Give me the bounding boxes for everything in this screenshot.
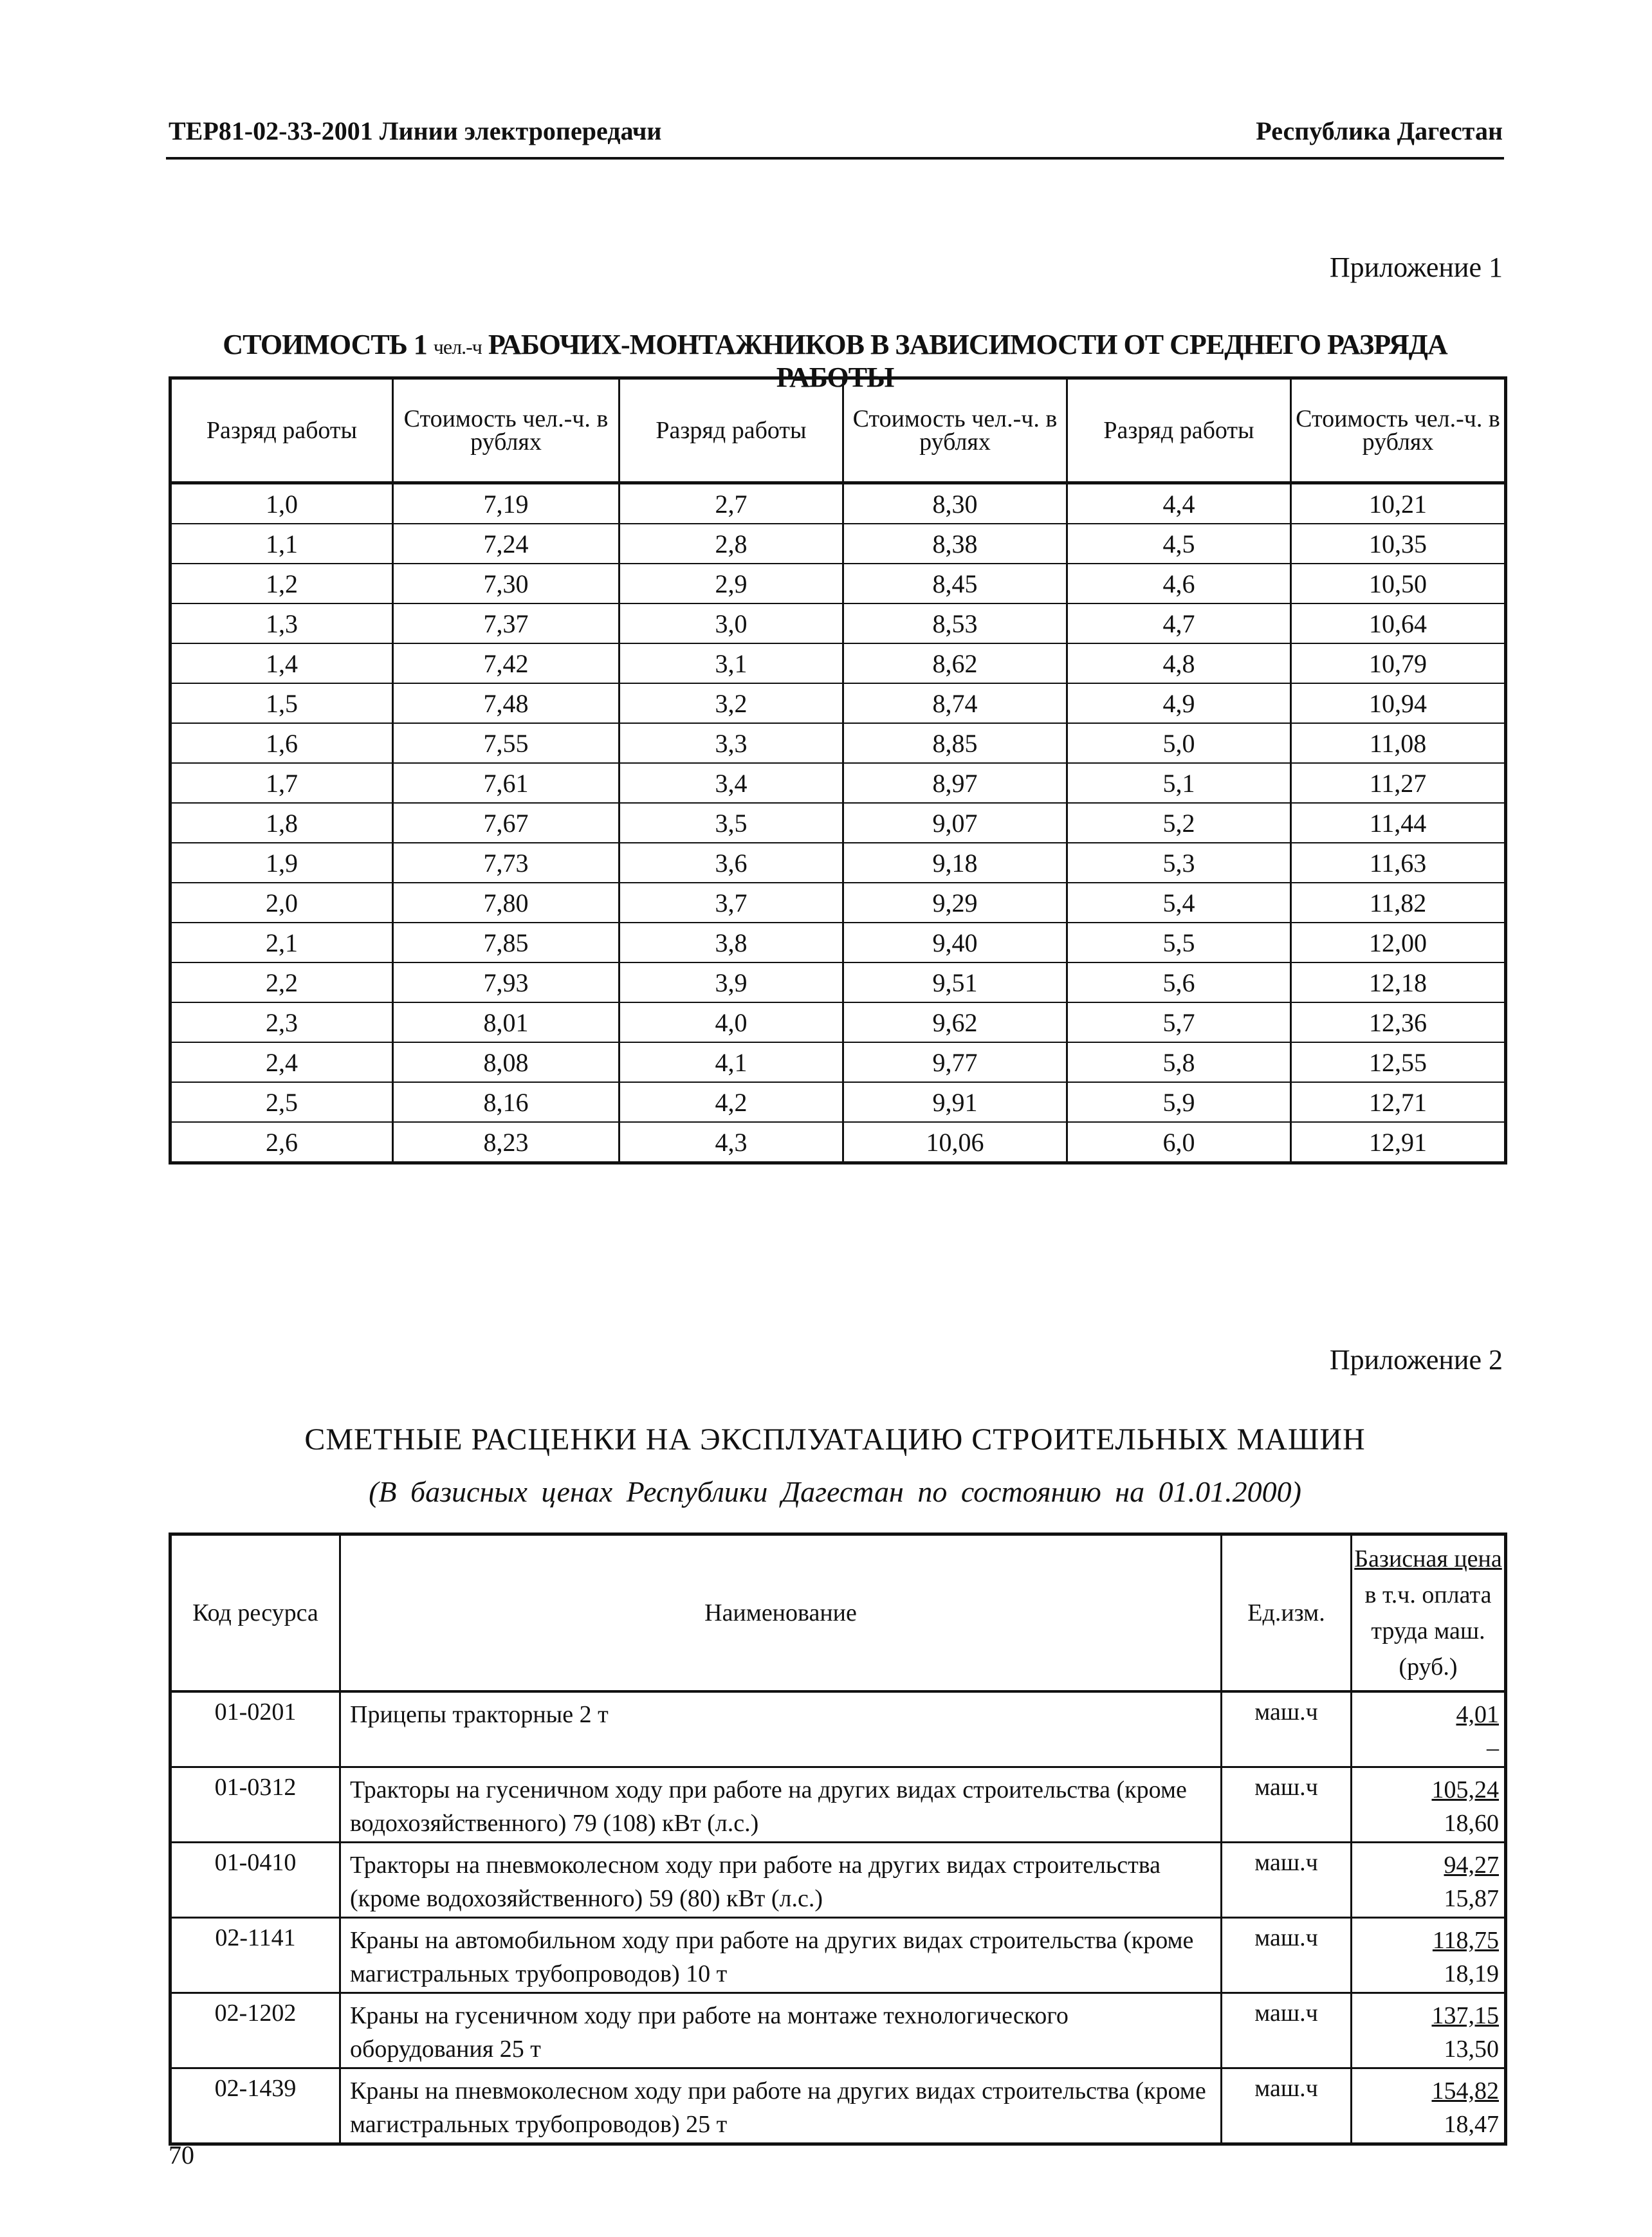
running-header-region: Республика Дагестан <box>1256 116 1503 145</box>
table-cell: 8,85 <box>843 723 1067 763</box>
table-cell: 8,23 <box>393 1122 620 1163</box>
table-cell: 1,0 <box>170 483 393 524</box>
table-cell: 1,7 <box>170 763 393 803</box>
base-price-value: 118,75 <box>1432 1927 1499 1954</box>
table-cell: 7,85 <box>393 923 620 962</box>
table-cell: 3,9 <box>620 962 843 1002</box>
table-row <box>170 643 1506 683</box>
table-cell: 8,45 <box>843 564 1067 603</box>
appendix-1-label: Приложение 1 <box>1329 252 1503 283</box>
table-cell: 9,29 <box>843 883 1067 923</box>
resource-name: Тракторы на пневмоколесном ходу при работе на других видах строительства (кроме водохозяйственного) 59 (80) кВт (л.с.) <box>340 1843 1222 1918</box>
base-price-value: 105,24 <box>1431 1776 1499 1803</box>
resource-unit: маш.ч <box>1222 1767 1352 1843</box>
table-cell: 7,61 <box>393 763 620 803</box>
table-cell: 4,5 <box>1067 524 1291 564</box>
table-cell: 11,82 <box>1291 883 1506 923</box>
table-cell: 10,06 <box>843 1122 1067 1163</box>
table-cell: 3,2 <box>620 683 843 723</box>
table-cell: 4,4 <box>1067 483 1291 524</box>
table-cell: 4,3 <box>620 1122 843 1163</box>
table-cell: 8,01 <box>393 1002 620 1042</box>
table-cell: 7,48 <box>393 683 620 723</box>
table-cell: 4,2 <box>620 1082 843 1122</box>
base-price-value: 154,82 <box>1431 2077 1499 2104</box>
table-cell: 5,0 <box>1067 723 1291 763</box>
table-cell: 5,6 <box>1067 962 1291 1002</box>
table-row <box>170 1993 1506 2068</box>
table-cell: 9,77 <box>843 1042 1067 1082</box>
table-cell: 5,9 <box>1067 1082 1291 1122</box>
table-cell: 9,40 <box>843 923 1067 962</box>
table-cell: 10,35 <box>1291 524 1506 564</box>
table-cell: 5,1 <box>1067 763 1291 803</box>
table-cell: 1,6 <box>170 723 393 763</box>
table-cell: 10,21 <box>1291 483 1506 524</box>
table-cell: 11,63 <box>1291 843 1506 883</box>
resource-code: 01-0312 <box>170 1767 340 1843</box>
base-price-value: 137,15 <box>1431 2002 1499 2029</box>
resource-unit: маш.ч <box>1222 1691 1352 1767</box>
table-cell: 4,7 <box>1067 603 1291 643</box>
table-cell: 12,18 <box>1291 962 1506 1002</box>
table-cell: 7,30 <box>393 564 620 603</box>
table-cell: 1,9 <box>170 843 393 883</box>
header-cost-2: Стоимость чел.-ч. в рублях <box>843 378 1067 483</box>
table-cell: 3,4 <box>620 763 843 803</box>
table-cell: 2,8 <box>620 524 843 564</box>
resource-unit: маш.ч <box>1222 2068 1352 2144</box>
table-cell: 12,36 <box>1291 1002 1506 1042</box>
resource-name: Прицепы тракторные 2 т <box>340 1691 1222 1767</box>
table-cell: 8,08 <box>393 1042 620 1082</box>
resource-price <box>1352 2068 1506 2144</box>
table-cell: 9,18 <box>843 843 1067 883</box>
table-cell: 2,9 <box>620 564 843 603</box>
table-cell: 2,7 <box>620 483 843 524</box>
resource-price <box>1352 1918 1506 1993</box>
table-cell: 11,44 <box>1291 803 1506 843</box>
table-cell: 9,07 <box>843 803 1067 843</box>
labor-cost-rows <box>170 483 1506 1163</box>
table-cell: 3,1 <box>620 643 843 683</box>
table-row <box>170 603 1506 643</box>
resource-code: 02-1439 <box>170 2068 340 2144</box>
table-row <box>170 2068 1506 2144</box>
appendix-2-label: Приложение 2 <box>1329 1344 1503 1376</box>
table-cell: 8,53 <box>843 603 1067 643</box>
table-row <box>170 1002 1506 1042</box>
table-cell: 10,64 <box>1291 603 1506 643</box>
resource-unit: маш.ч <box>1222 1918 1352 1993</box>
table-row <box>170 1042 1506 1082</box>
table-cell: 2,6 <box>170 1122 393 1163</box>
table-row <box>170 1082 1506 1122</box>
running-header-title: ТЕР81-02-33-2001 Линии электропередачи <box>169 116 662 145</box>
table-cell: 11,27 <box>1291 763 1506 803</box>
header-cost-1: Стоимость чел.-ч. в рублях <box>393 378 620 483</box>
table-cell: 7,42 <box>393 643 620 683</box>
table-cell: 8,97 <box>843 763 1067 803</box>
table-cell: 5,3 <box>1067 843 1291 883</box>
table-row <box>170 564 1506 603</box>
header-cost-3: Стоимость чел.-ч. в рублях <box>1291 378 1506 483</box>
resource-price <box>1352 1993 1506 2068</box>
table-cell: 1,4 <box>170 643 393 683</box>
table-cell: 5,4 <box>1067 883 1291 923</box>
table-cell: 9,91 <box>843 1082 1067 1122</box>
table-cell: 2,4 <box>170 1042 393 1082</box>
table-cell: 7,73 <box>393 843 620 883</box>
table-row <box>170 763 1506 803</box>
table-cell: 2,1 <box>170 923 393 962</box>
table-row <box>170 883 1506 923</box>
base-price-value: 94,27 <box>1444 1852 1499 1879</box>
labor-cost-value: 15,87 <box>1444 1885 1499 1912</box>
labor-cost-value: 18,19 <box>1444 1960 1499 1987</box>
table-cell: 12,55 <box>1291 1042 1506 1082</box>
table-cell: 7,24 <box>393 524 620 564</box>
table-cell: 7,67 <box>393 803 620 843</box>
table-cell: 9,51 <box>843 962 1067 1002</box>
table-cell: 11,08 <box>1291 723 1506 763</box>
table-row <box>170 843 1506 883</box>
table-row <box>170 483 1506 524</box>
table-cell: 2,3 <box>170 1002 393 1042</box>
table-cell: 7,93 <box>393 962 620 1002</box>
base-price-value: 4,01 <box>1456 1701 1499 1728</box>
table-cell: 8,30 <box>843 483 1067 524</box>
labor-cost-value: 13,50 <box>1444 2036 1499 2063</box>
table-cell: 12,91 <box>1291 1122 1506 1163</box>
table-row <box>170 1691 1506 1767</box>
table-cell: 4,1 <box>620 1042 843 1082</box>
table-cell: 3,0 <box>620 603 843 643</box>
table-row <box>170 1122 1506 1163</box>
table-cell: 2,5 <box>170 1082 393 1122</box>
resource-unit: маш.ч <box>1222 1843 1352 1918</box>
machine-rates-table <box>169 1533 1507 2146</box>
table-cell: 3,8 <box>620 923 843 962</box>
appendix-2-subtitle: (В базисных ценах Республики Дагестан по состоянию на 01.01.2000) <box>369 1475 1301 1508</box>
labor-cost-table <box>169 376 1507 1165</box>
table-cell: 5,7 <box>1067 1002 1291 1042</box>
header-grade-1: Разряд работы <box>170 378 393 483</box>
appendix-2-title: СМЕТНЫЕ РАСЦЕНКИ НА ЭКСПЛУАТАЦИЮ СТРОИТЕЛЬНЫХ МАШИН <box>304 1422 1366 1457</box>
appendix-1-title: СТОИМОСТЬ 1 чел.-ч РАБОЧИХ-МОНТАЖНИКОВ В ЗАВИСИМОСТИ ОТ СРЕДНЕГО РАЗРЯДА РАБОТЫ <box>223 329 1447 393</box>
table-cell: 3,7 <box>620 883 843 923</box>
table-cell: 8,74 <box>843 683 1067 723</box>
table-cell: 1,1 <box>170 524 393 564</box>
resource-code: 01-0201 <box>170 1691 340 1767</box>
header-rule <box>166 157 1504 160</box>
table-row <box>170 524 1506 564</box>
resource-code: 02-1202 <box>170 1993 340 2068</box>
resource-name: Краны на гусеничном ходу при работе на монтаже технологического оборудования 25 т <box>340 1993 1222 2068</box>
labor-cost-value: 18,47 <box>1444 2111 1499 2138</box>
table-cell: 6,0 <box>1067 1122 1291 1163</box>
table-row <box>170 803 1506 843</box>
labor-cost-value: 18,60 <box>1444 1810 1499 1837</box>
table-cell: 9,62 <box>843 1002 1067 1042</box>
table-cell: 7,37 <box>393 603 620 643</box>
table-row <box>170 683 1506 723</box>
table-cell: 12,00 <box>1291 923 1506 962</box>
resource-price <box>1352 1767 1506 1843</box>
table-cell: 4,6 <box>1067 564 1291 603</box>
table-header-row <box>170 1534 1506 1692</box>
table-row <box>170 723 1506 763</box>
resource-name: Тракторы на гусеничном ходу при работе на других видах строительства (кроме водохозяйственного) 79 (108) кВт (л.с.) <box>340 1767 1222 1843</box>
table-cell: 12,71 <box>1291 1082 1506 1122</box>
table-cell: 1,2 <box>170 564 393 603</box>
table-row <box>170 1918 1506 1993</box>
labor-cost-value: – <box>1487 1735 1499 1762</box>
table-row <box>170 962 1506 1002</box>
table-cell: 3,6 <box>620 843 843 883</box>
resource-name: Краны на пневмоколесном ходу при работе на других видах строительства (кроме магистральных трубопроводов) 25 т <box>340 2068 1222 2144</box>
table-cell: 4,9 <box>1067 683 1291 723</box>
table-cell: 4,0 <box>620 1002 843 1042</box>
resource-price <box>1352 1691 1506 1767</box>
table-cell: 10,79 <box>1291 643 1506 683</box>
table-cell: 4,8 <box>1067 643 1291 683</box>
table-cell: 7,55 <box>393 723 620 763</box>
machine-rates-rows <box>170 1691 1506 2144</box>
table-cell: 8,38 <box>843 524 1067 564</box>
table-cell: 7,80 <box>393 883 620 923</box>
table-header-row <box>170 378 1506 483</box>
header-grade-3: Разряд работы <box>1067 378 1291 483</box>
table-cell: 10,50 <box>1291 564 1506 603</box>
table-cell: 1,3 <box>170 603 393 643</box>
table-row <box>170 1843 1506 1918</box>
table-cell: 3,3 <box>620 723 843 763</box>
table-cell: 5,5 <box>1067 923 1291 962</box>
header-base-price: Базисная цена в т.ч. оплата труда маш. (руб.) <box>1352 1534 1506 1692</box>
table-cell: 10,94 <box>1291 683 1506 723</box>
header-resource-code: Код ресурса <box>170 1534 340 1692</box>
table-cell: 8,16 <box>393 1082 620 1122</box>
table-row <box>170 923 1506 962</box>
resource-unit: маш.ч <box>1222 1993 1352 2068</box>
resource-name: Краны на автомобильном ходу при работе на других видах строительства (кроме магистральных трубопроводов) 10 т <box>340 1918 1222 1993</box>
table-cell: 7,19 <box>393 483 620 524</box>
table-cell: 2,0 <box>170 883 393 923</box>
resource-code: 02-1141 <box>170 1918 340 1993</box>
table-row <box>170 1767 1506 1843</box>
table-cell: 8,62 <box>843 643 1067 683</box>
header-unit: Ед.изм. <box>1222 1534 1352 1692</box>
page-number: 70 <box>169 2140 194 2169</box>
table-cell: 1,8 <box>170 803 393 843</box>
resource-price <box>1352 1843 1506 1918</box>
table-cell: 1,5 <box>170 683 393 723</box>
table-cell: 5,8 <box>1067 1042 1291 1082</box>
table-cell: 5,2 <box>1067 803 1291 843</box>
header-grade-2: Разряд работы <box>620 378 843 483</box>
header-name: Наименование <box>340 1534 1222 1692</box>
table-cell: 2,2 <box>170 962 393 1002</box>
resource-code: 01-0410 <box>170 1843 340 1918</box>
table-cell: 3,5 <box>620 803 843 843</box>
